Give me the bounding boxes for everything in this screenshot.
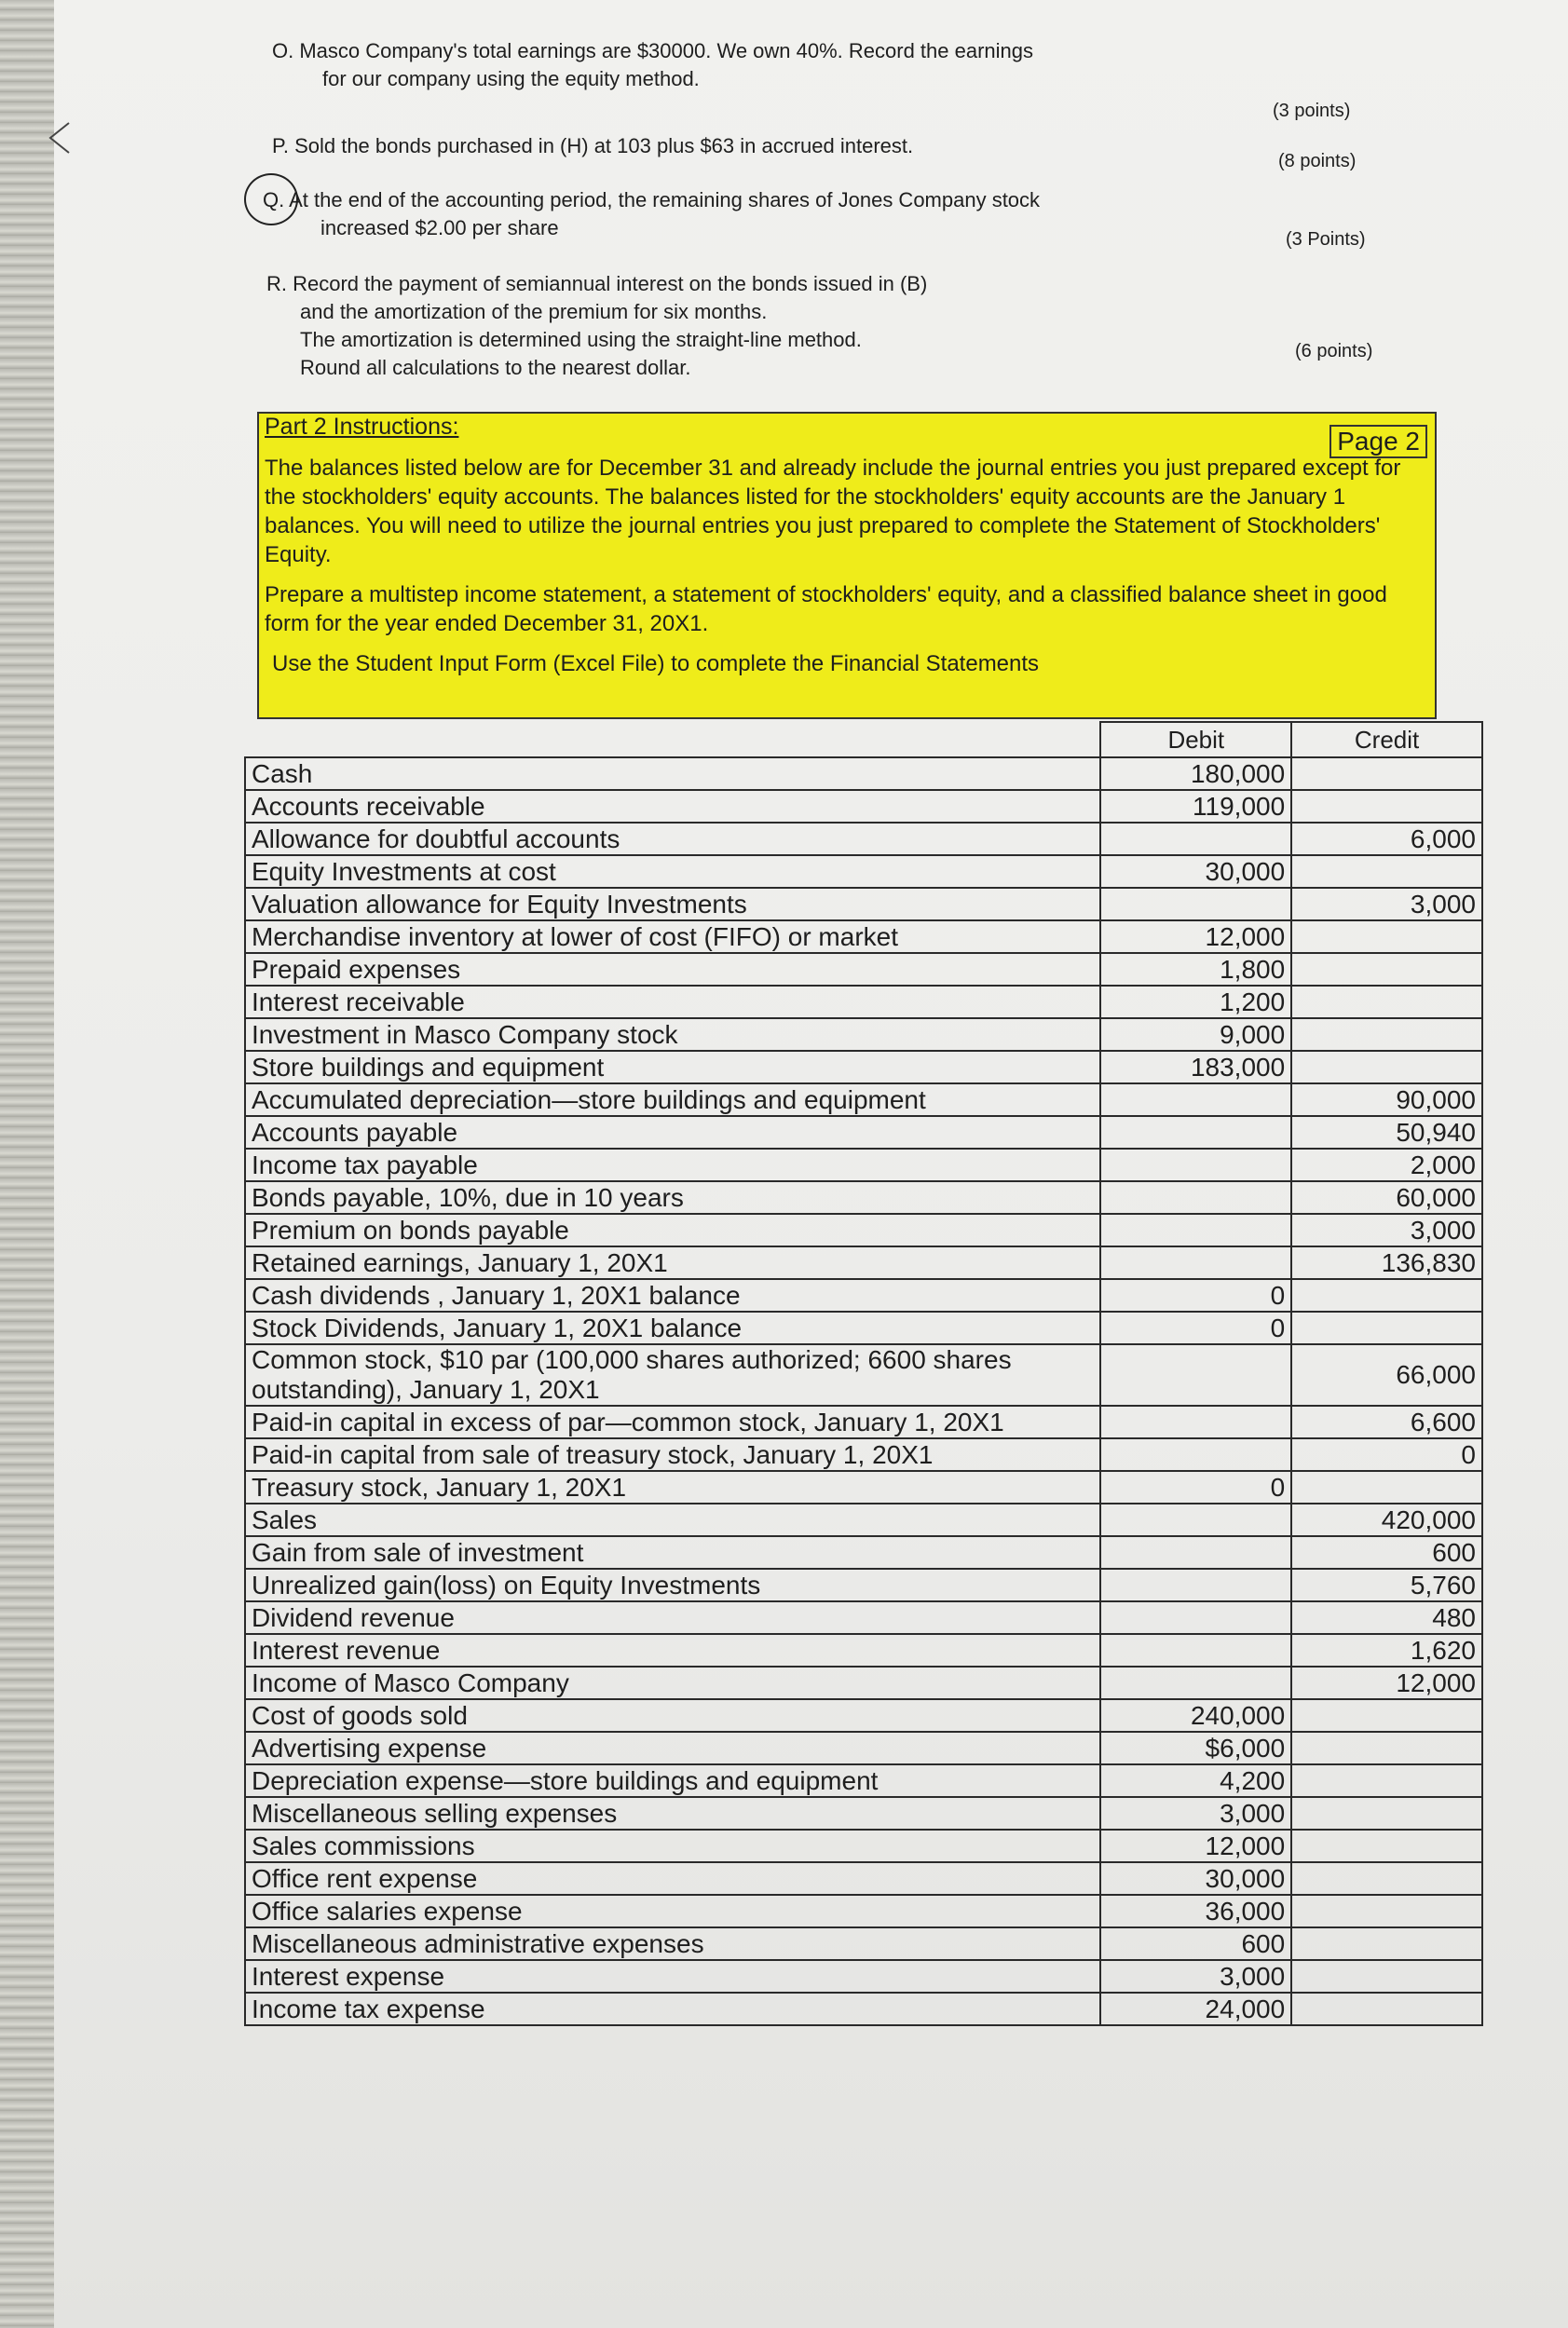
credit-cell: 3,000: [1291, 1214, 1482, 1246]
account-cell: Retained earnings, January 1, 20X1: [245, 1246, 1100, 1279]
question-o: [272, 37, 1033, 93]
question-q-line1: Q. At the end of the accounting period, the remaining shares of Jones Company stock: [263, 188, 1041, 211]
table-row: [245, 1797, 1482, 1830]
account-cell: Treasury stock, January 1, 20X1: [245, 1471, 1100, 1504]
account-cell: Miscellaneous administrative expenses: [245, 1927, 1100, 1960]
credit-cell: [1291, 1471, 1482, 1504]
table-row: [245, 790, 1482, 823]
credit-cell: 12,000: [1291, 1667, 1482, 1699]
credit-cell: 5,760: [1291, 1569, 1482, 1601]
table-row: [245, 1960, 1482, 1993]
question-q-line2: increased $2.00 per share: [320, 216, 559, 239]
table-row: [245, 823, 1482, 855]
debit-cell: [1100, 1083, 1291, 1116]
debit-cell: 119,000: [1100, 790, 1291, 823]
question-p: [272, 132, 913, 160]
credit-cell: 66,000: [1291, 1344, 1482, 1406]
table-row: [245, 1438, 1482, 1471]
debit-cell: 3,000: [1100, 1960, 1291, 1993]
table-row: [245, 855, 1482, 888]
table-row: [245, 1993, 1482, 2025]
table-row: [245, 920, 1482, 953]
credit-cell: [1291, 1895, 1482, 1927]
account-cell: Store buildings and equipment: [245, 1051, 1100, 1083]
table-row: [245, 1214, 1482, 1246]
account-cell: Income tax payable: [245, 1149, 1100, 1181]
account-cell: Merchandise inventory at lower of cost (FIFO) or market: [245, 920, 1100, 953]
trial-balance-table: [244, 721, 1483, 2026]
debit-cell: 9,000: [1100, 1018, 1291, 1051]
debit-cell: 240,000: [1100, 1699, 1291, 1732]
table-row: [245, 1699, 1482, 1732]
credit-cell: [1291, 1764, 1482, 1797]
account-cell: Stock Dividends, January 1, 20X1 balance: [245, 1312, 1100, 1344]
account-cell: Valuation allowance for Equity Investments: [245, 888, 1100, 920]
account-cell: Premium on bonds payable: [245, 1214, 1100, 1246]
table-row: [245, 1732, 1482, 1764]
debit-cell: 600: [1100, 1927, 1291, 1960]
table-row: [245, 1667, 1482, 1699]
debit-cell: 180,000: [1100, 757, 1291, 790]
credit-cell: [1291, 1279, 1482, 1312]
points-r: (6 points): [1295, 341, 1373, 361]
account-cell: Gain from sale of investment: [245, 1536, 1100, 1569]
table-row: [245, 953, 1482, 986]
credit-cell: 2,000: [1291, 1149, 1482, 1181]
question-r: [266, 270, 927, 382]
credit-cell: [1291, 920, 1482, 953]
account-cell: Interest revenue: [245, 1634, 1100, 1667]
debit-cell: 12,000: [1100, 920, 1291, 953]
credit-header: Credit: [1291, 722, 1482, 757]
account-cell: Common stock, $10 par (100,000 shares authorized; 6600 shares outstanding), January 1, 20X1: [245, 1344, 1100, 1406]
points-q: (3 Points): [1286, 229, 1366, 250]
question-p-line1: P. Sold the bonds purchased in (H) at 103 plus $63 in accrued interest.: [272, 134, 914, 157]
instructions-paragraph-2: Prepare a multistep income statement, a statement of stockholders' equity, and a classified balance sheet in good form for the year ended December 31, 20X1.: [265, 582, 1387, 636]
debit-cell: 30,000: [1100, 1862, 1291, 1895]
points-o: (3 points): [1273, 101, 1351, 121]
question-r-line2: and the amortization of the premium for six months.: [300, 300, 768, 323]
debit-cell: 183,000: [1100, 1051, 1291, 1083]
account-cell: Allowance for doubtful accounts: [245, 823, 1100, 855]
debit-cell: [1100, 1504, 1291, 1536]
account-cell: Paid-in capital from sale of treasury stock, January 1, 20X1: [245, 1438, 1100, 1471]
points-p: (8 points): [1278, 151, 1357, 171]
debit-cell: 1,200: [1100, 986, 1291, 1018]
question-q: [263, 186, 1040, 242]
table-row: [245, 1018, 1482, 1051]
account-cell: Cash: [245, 757, 1100, 790]
account-cell: Income of Masco Company: [245, 1667, 1100, 1699]
instructions-box: [257, 412, 1437, 719]
question-r-line4: Round all calculations to the nearest dollar.: [300, 356, 691, 379]
credit-cell: [1291, 1018, 1482, 1051]
credit-cell: [1291, 1312, 1482, 1344]
credit-cell: 50,940: [1291, 1116, 1482, 1149]
credit-cell: [1291, 1862, 1482, 1895]
credit-cell: 60,000: [1291, 1181, 1482, 1214]
debit-cell: [1100, 888, 1291, 920]
question-o-line2: for our company using the equity method.: [322, 67, 700, 90]
table-row: [245, 1149, 1482, 1181]
credit-cell: 480: [1291, 1601, 1482, 1634]
credit-cell: [1291, 953, 1482, 986]
debit-cell: [1100, 1634, 1291, 1667]
page-label: Page 2: [1329, 425, 1427, 458]
account-cell: Depreciation expense—store buildings and equipment: [245, 1764, 1100, 1797]
account-cell: Equity Investments at cost: [245, 855, 1100, 888]
account-cell: Cash dividends , January 1, 20X1 balance: [245, 1279, 1100, 1312]
account-cell: Dividend revenue: [245, 1601, 1100, 1634]
account-cell: Unrealized gain(loss) on Equity Investments: [245, 1569, 1100, 1601]
debit-cell: 4,200: [1100, 1764, 1291, 1797]
debit-cell: 0: [1100, 1471, 1291, 1504]
debit-cell: 24,000: [1100, 1993, 1291, 2025]
credit-cell: [1291, 1960, 1482, 1993]
credit-cell: 1,620: [1291, 1634, 1482, 1667]
credit-cell: [1291, 1927, 1482, 1960]
credit-cell: [1291, 1051, 1482, 1083]
table-row: [245, 1406, 1482, 1438]
credit-cell: 136,830: [1291, 1246, 1482, 1279]
debit-cell: [1100, 1438, 1291, 1471]
debit-header: Debit: [1100, 722, 1291, 757]
account-cell: Investment in Masco Company stock: [245, 1018, 1100, 1051]
table-row: [245, 1764, 1482, 1797]
instructions-heading: Part 2 Instructions:: [265, 414, 459, 440]
debit-cell: [1100, 1246, 1291, 1279]
table-row: [245, 1601, 1482, 1634]
table-row: [245, 1312, 1482, 1344]
debit-cell: 12,000: [1100, 1830, 1291, 1862]
table-row: [245, 1927, 1482, 1960]
account-cell: Sales commissions: [245, 1830, 1100, 1862]
debit-cell: [1100, 1116, 1291, 1149]
debit-cell: 1,800: [1100, 953, 1291, 986]
account-cell: Accounts payable: [245, 1116, 1100, 1149]
table-row: [245, 1246, 1482, 1279]
table-row: [245, 1471, 1482, 1504]
account-cell: Prepaid expenses: [245, 953, 1100, 986]
debit-cell: [1100, 1601, 1291, 1634]
account-cell: Office rent expense: [245, 1862, 1100, 1895]
debit-cell: [1100, 1149, 1291, 1181]
question-r-line3: The amortization is determined using the straight-line method.: [300, 328, 862, 351]
table-row: [245, 1830, 1482, 1862]
credit-cell: 3,000: [1291, 888, 1482, 920]
credit-cell: [1291, 1797, 1482, 1830]
table-row: [245, 1862, 1482, 1895]
debit-cell: [1100, 823, 1291, 855]
instructions-paragraph-3: Use the Student Input Form (Excel File) to complete the Financial Statements: [272, 651, 1040, 676]
table-row: [245, 1895, 1482, 1927]
table-row: [245, 1536, 1482, 1569]
table-row: [245, 1116, 1482, 1149]
notebook-binding-edge: [0, 0, 54, 2328]
table-row: [245, 1279, 1482, 1312]
table-row: [245, 1051, 1482, 1083]
credit-cell: [1291, 757, 1482, 790]
debit-cell: $6,000: [1100, 1732, 1291, 1764]
credit-cell: [1291, 986, 1482, 1018]
debit-cell: [1100, 1406, 1291, 1438]
credit-cell: 6,600: [1291, 1406, 1482, 1438]
account-cell: Advertising expense: [245, 1732, 1100, 1764]
table-row: [245, 888, 1482, 920]
credit-cell: 90,000: [1291, 1083, 1482, 1116]
credit-cell: 0: [1291, 1438, 1482, 1471]
trial-balance-body: [245, 757, 1482, 2025]
credit-cell: [1291, 790, 1482, 823]
question-r-line1: R. Record the payment of semiannual interest on the bonds issued in (B): [266, 272, 928, 295]
instructions-paragraph-1: The balances listed below are for December 31 and already include the journal entries you just prepared except for the stockholders' equity accounts. The balances listed for the stockholders' equity accounts are the January 1 balances. You will need to utilize the journal entries you just prepared to complete the Statement of Stockholders' Equity.: [265, 456, 1401, 567]
table-row: [245, 1083, 1482, 1116]
account-cell: Sales: [245, 1504, 1100, 1536]
credit-cell: [1291, 1993, 1482, 2025]
credit-cell: [1291, 855, 1482, 888]
credit-cell: 600: [1291, 1536, 1482, 1569]
question-o-line1: O. Masco Company's total earnings are $30000. We own 40%. Record the earnings: [272, 39, 1034, 62]
table-row: [245, 1569, 1482, 1601]
debit-cell: 0: [1100, 1312, 1291, 1344]
debit-cell: 3,000: [1100, 1797, 1291, 1830]
debit-cell: [1100, 1214, 1291, 1246]
account-cell: Accumulated depreciation—store buildings and equipment: [245, 1083, 1100, 1116]
debit-cell: [1100, 1569, 1291, 1601]
debit-cell: [1100, 1536, 1291, 1569]
table-header-row: [245, 722, 1482, 757]
debit-cell: 36,000: [1100, 1895, 1291, 1927]
credit-cell: [1291, 1732, 1482, 1764]
account-cell: Income tax expense: [245, 1993, 1100, 2025]
credit-cell: [1291, 1699, 1482, 1732]
debit-cell: 30,000: [1100, 855, 1291, 888]
account-cell: Accounts receivable: [245, 790, 1100, 823]
table-row: [245, 986, 1482, 1018]
debit-cell: [1100, 1181, 1291, 1214]
table-row: [245, 1344, 1482, 1406]
credit-cell: 420,000: [1291, 1504, 1482, 1536]
table-row: [245, 757, 1482, 790]
debit-cell: [1100, 1667, 1291, 1699]
debit-cell: 0: [1100, 1279, 1291, 1312]
table-row: [245, 1504, 1482, 1536]
account-cell: Miscellaneous selling expenses: [245, 1797, 1100, 1830]
account-header-blank: [245, 722, 1100, 757]
table-row: [245, 1181, 1482, 1214]
pen-mark-icon: [45, 119, 73, 157]
account-cell: Bonds payable, 10%, due in 10 years: [245, 1181, 1100, 1214]
account-cell: Cost of goods sold: [245, 1699, 1100, 1732]
debit-cell: [1100, 1344, 1291, 1406]
account-cell: Interest receivable: [245, 986, 1100, 1018]
table-row: [245, 1634, 1482, 1667]
account-cell: Paid-in capital in excess of par—common stock, January 1, 20X1: [245, 1406, 1100, 1438]
account-cell: Interest expense: [245, 1960, 1100, 1993]
account-cell: Office salaries expense: [245, 1895, 1100, 1927]
credit-cell: [1291, 1830, 1482, 1862]
credit-cell: 6,000: [1291, 823, 1482, 855]
